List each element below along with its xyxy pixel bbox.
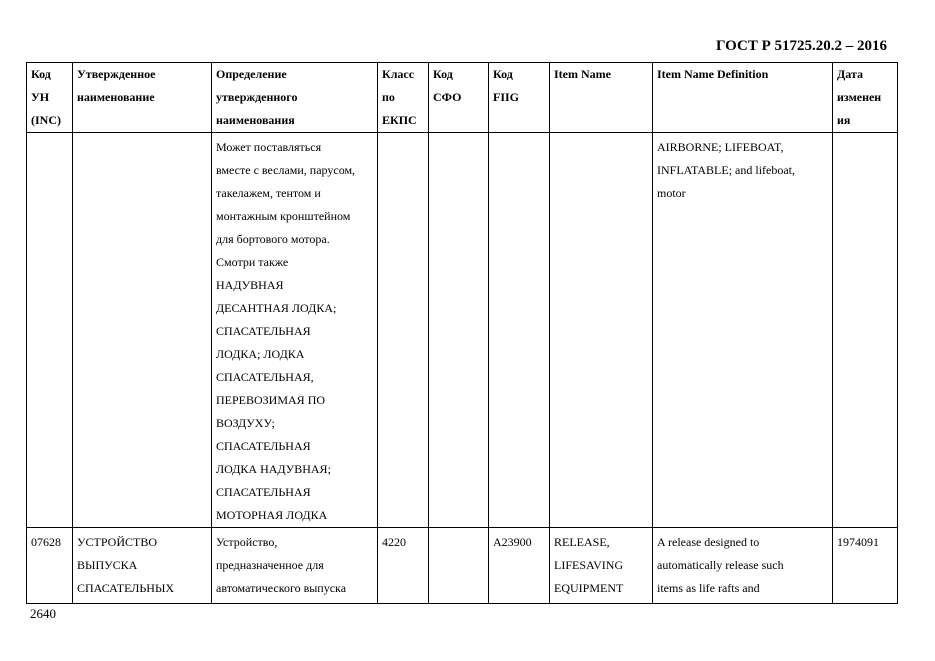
cell-inc [27, 133, 73, 528]
cell-item-name-definition: A release designed to automatically release such items as life rafts and [653, 528, 833, 604]
catalog-table [26, 62, 898, 604]
cell-item-name [550, 133, 653, 528]
cell-change-date [833, 133, 898, 528]
cell-inc: 07628 [27, 528, 73, 604]
cell-fiig-code: A23900 [489, 528, 550, 604]
column-header-item-name: Item Name [550, 63, 653, 133]
column-header-definition: Определение утвержденного наименования [212, 63, 378, 133]
cell-approved-name: УСТРОЙСТВО ВЫПУСКА СПАСАТЕЛЬНЫХ [73, 528, 212, 604]
column-header-approved-name: Утвержденное наименование [73, 63, 212, 133]
cell-definition: Устройство, предназначенное для автоматического выпуска [212, 528, 378, 604]
cell-sfo-code [429, 528, 489, 604]
cell-ekps-class: 4220 [378, 528, 429, 604]
document-header: ГОСТ Р 51725.20.2 – 2016 [715, 38, 887, 54]
cell-item-name: RELEASE, LIFESAVING EQUIPMENT [550, 528, 653, 604]
column-header-sfo-code: Код СФО [429, 63, 489, 133]
cell-item-name-definition: AIRBORNE; LIFEBOAT, INFLATABLE; and lifeboat, motor [653, 133, 833, 528]
table-row [27, 528, 898, 604]
column-header-fiig-code: Код FIIG [489, 63, 550, 133]
table-row [27, 133, 898, 528]
column-header-ekps-class: Класс по ЕКПС [378, 63, 429, 133]
cell-approved-name [73, 133, 212, 528]
cell-sfo-code [429, 133, 489, 528]
cell-change-date: 1974091 [833, 528, 898, 604]
column-header-inc: Код УН (INC) [27, 63, 73, 133]
page-number: 2640 [30, 606, 56, 621]
cell-ekps-class [378, 133, 429, 528]
cell-fiig-code [489, 133, 550, 528]
column-header-change-date: Дата изменен ия [833, 63, 898, 133]
column-header-item-name-definition: Item Name Definition [653, 63, 833, 133]
table-header-row [27, 63, 898, 133]
cell-definition: Может поставляться вместе с веслами, парусом, такелажем, тентом и монтажным кронштейном для бортового мотора. Смотри также НАДУВНАЯ ДЕСАНТНАЯ ЛОДКА; СПАСАТЕЛЬНАЯ ЛОДКА; ЛОДКА СПАСАТЕЛЬНАЯ, ПЕРЕВОЗИМАЯ ПО ВОЗДУХУ; СПАСАТЕЛЬНАЯ ЛОДКА НАДУВНАЯ; СПАСАТЕЛЬНАЯ МОТОРНАЯ ЛОДКА [212, 133, 378, 528]
